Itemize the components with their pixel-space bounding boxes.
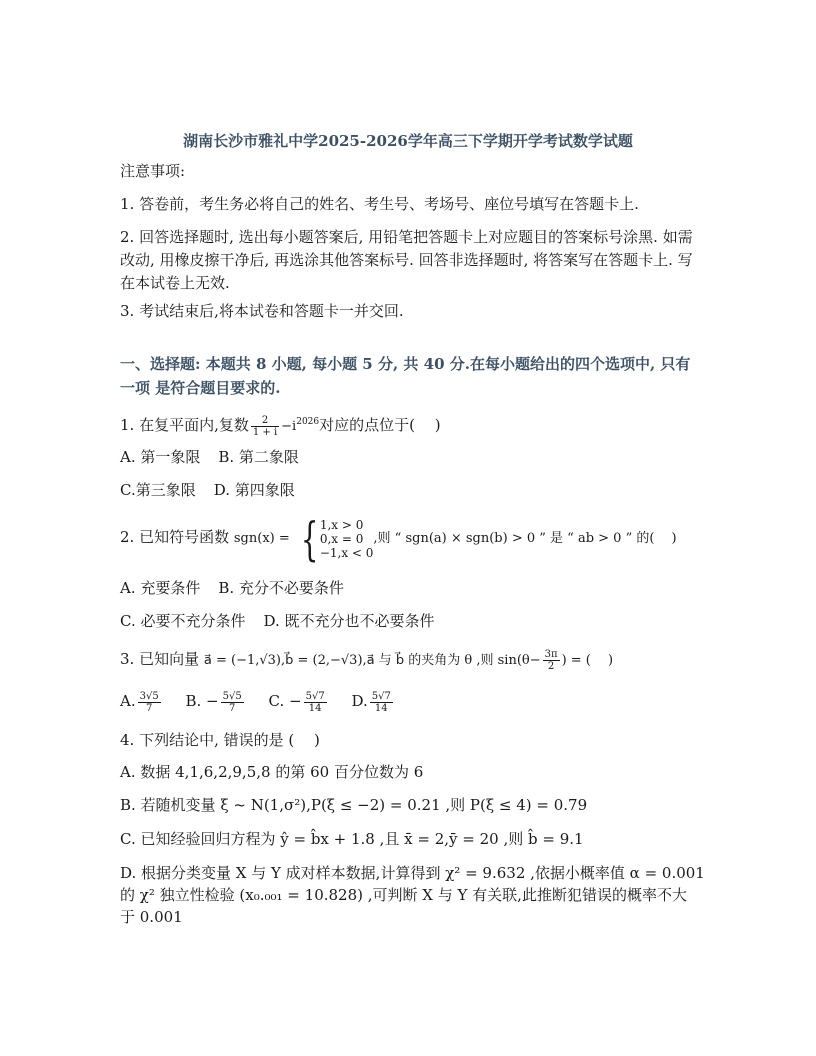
notice-item-1: 1. 答卷前，考生务必将自己的姓名、考生号、考场号、座位号填写在答题卡上. [120,195,639,213]
notice-heading: 注意事项: [120,162,186,180]
q1-frac-den: 1 + i [252,426,278,438]
q2-func: sgn(x) = [233,531,290,546]
q1-option-c: C.第三象限 [120,481,196,499]
q1-option-b: B. 第二象限 [218,448,299,466]
q1-suffix: 对应的点位于( ) [319,416,441,434]
q1-minus-i: −i [281,419,297,434]
q4-option-c: C. 已知经验回归方程为 ŷ = b̂x + 1.8 ,且 x̄ = 2,ȳ = 20 ,则 b̂ = 9.1 [120,830,584,848]
q2-case-2: 0,x = 0 [319,532,364,546]
q2-options-row-1 [120,577,700,599]
question-2 [120,512,700,566]
q3-vectors: a⃗ = (−1,√3),b⃗ = (2,−√3),a⃗ 与 b⃗ 的夹角为 θ ,则 sin(θ− [203,653,541,668]
q3-a-den: 7 [145,702,153,714]
q1-prefix: 1. 在复平面内,复数 [120,416,249,434]
q2-option-c: C. 必要不充分条件 [120,612,246,630]
q3-option-b-label: B. − [185,692,219,710]
q2-condition: ,则 “ sgn(a) × sgn(b) > 0 ” 是 “ ab > 0 ” 的( ) [373,531,677,546]
q3-a-num: 3√5 [139,690,159,702]
q1-fraction [251,415,279,438]
question-3 [120,645,700,675]
q3-option-d-label: D. [351,692,368,710]
q3-option-c-frac [304,691,327,714]
q2-case-3: −1,x < 0 [319,546,374,560]
q3-prefix: 3. 已知向量 [120,650,200,668]
q3-b-num: 5√5 [222,690,242,702]
q3-option-a-frac [138,691,161,714]
q4-option-a: A. 数据 4,1,6,2,9,5,8 的第 60 百分位数为 6 [120,763,424,781]
page-title: 湖南长沙市雅礼中学2025-2026学年高三下学期开学考试数学试题 [183,132,633,150]
q3-c-num: 5√7 [305,690,325,702]
q3-option-b-frac [221,691,244,714]
notice-item-2: 2. 回答选择题时, 选出每小题答案后, 用铅笔把答题卡上对应题目的答案标号涂黑. 如需改动, 用橡皮擦干净后, 再选涂其他答案标号. 回答非选择题时, 将答案写在答题卡上. 写在本试卷上无效. [120,228,693,292]
q2-option-d: D. 既不充分也不必要条件 [263,612,435,630]
q4-option-d-line-1: D. 根据分类变量 X 与 Y 成对样本数据,计算得到 χ² = 9.632 ,依据小概率值 α = 0.001 [120,864,705,882]
q3-d-num: 5√7 [371,690,391,702]
q3-b-den: 7 [229,702,236,714]
q3-frac-den: 2 [547,660,555,672]
q3-c-den: 14 [308,702,322,714]
question-1 [120,408,700,441]
q4-option-d-line-2: 的 χ² 独立性检验 (x₀.₀₀₁ = 10.828) ,可判断 X 与 Y 有关联,此推断犯错误的概率不大 [120,886,687,904]
q3-option-a-label: A. [120,692,136,710]
q3-option-c-label: C. − [268,692,302,710]
q2-prefix: 2. 已知符号函数 [120,528,230,546]
q3-frac-num: 3π [544,648,558,660]
q4-option-b: B. 若随机变量 ξ ~ N(1,σ²),P(ξ ≤ −2) = 0.21 ,则 P(ξ ≤ 4) = 0.79 [120,796,588,814]
q3-d-den: 14 [374,702,388,714]
q2-piecewise [295,512,374,566]
section-heading: 一、选择题: 本题共 8 小题, 每小题 5 分, 共 40 分.在每小题给出的四个选项中, 只有一项 是符合题目要求的. [120,355,691,397]
question-4: 4. 下列结论中, 错误的是 ( ) [120,731,320,749]
q1-option-d: D. 第四象限 [213,481,295,499]
q1-options-row-1 [120,446,700,468]
q2-options-row-2 [120,610,700,632]
q4-option-d-line-3: 于 0.001 [120,908,183,926]
notice-item-3: 3. 考试结束后,将本试卷和答题卡一并交回. [120,302,404,320]
q1-exponent: 2026 [296,417,320,427]
q3-suffix: ) = ( ) [561,653,614,668]
q2-option-b: B. 充分不必要条件 [218,579,344,597]
q3-options [120,686,700,716]
q3-option-d-frac [370,691,393,714]
q2-case-1: 1,x > 0 [319,518,364,532]
q1-options-row-2 [120,479,700,501]
q2-option-a: A. 充要条件 [120,579,201,597]
q3-fraction [543,649,560,672]
q1-frac-num: 2 [251,415,279,427]
q1-option-a: A. 第一象限 [120,448,201,466]
q2-brace: { [300,512,318,566]
